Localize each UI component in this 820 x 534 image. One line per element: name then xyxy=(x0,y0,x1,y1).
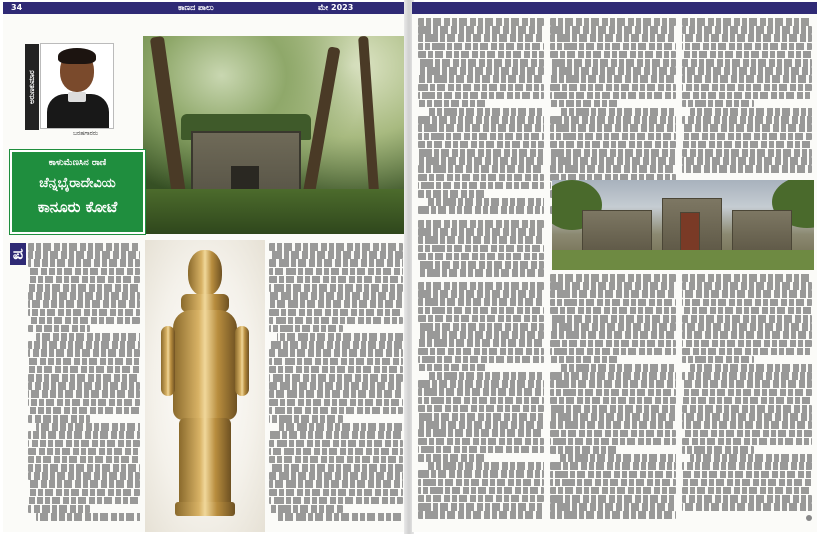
text-line xyxy=(418,133,544,141)
text-line xyxy=(550,124,676,132)
text-line xyxy=(418,503,544,511)
text-line xyxy=(418,174,544,182)
text-line xyxy=(682,462,812,470)
text-line xyxy=(418,26,544,34)
text-line xyxy=(418,364,487,372)
text-line xyxy=(426,108,544,116)
text-line xyxy=(550,462,676,470)
text-line xyxy=(28,251,140,259)
text-line xyxy=(550,372,676,380)
text-line xyxy=(550,511,676,519)
text-line xyxy=(682,290,812,298)
text-line xyxy=(550,495,676,503)
text-line xyxy=(418,182,544,190)
text-line xyxy=(28,390,140,398)
text-line xyxy=(418,315,544,323)
text-line xyxy=(28,325,90,333)
text-line xyxy=(418,116,544,124)
text-line xyxy=(682,59,812,67)
text-line xyxy=(682,34,812,42)
text-line xyxy=(550,149,676,157)
text-line xyxy=(418,339,544,347)
text-line xyxy=(418,206,544,214)
text-line xyxy=(28,259,140,267)
text-line xyxy=(418,487,544,495)
text-line xyxy=(550,307,676,315)
text-line xyxy=(682,495,812,503)
text-line xyxy=(418,470,544,478)
text-line xyxy=(269,464,403,472)
page-number: 34 xyxy=(11,3,23,12)
text-line xyxy=(28,349,140,357)
text-line xyxy=(550,116,676,124)
text-line xyxy=(418,141,544,149)
text-line xyxy=(269,358,403,366)
text-line xyxy=(682,133,812,141)
left-page-header xyxy=(3,2,407,14)
text-line xyxy=(418,245,544,253)
text-line xyxy=(682,479,812,487)
text-line xyxy=(682,165,812,173)
text-line xyxy=(418,75,544,83)
page-end-marker xyxy=(806,515,812,521)
text-line xyxy=(269,292,403,300)
text-line xyxy=(277,333,403,341)
text-line xyxy=(28,341,140,349)
text-line xyxy=(418,165,544,173)
article-title-line1: ಚೆನ್ನಭೈರಾದೇವಿಯ xyxy=(39,176,116,191)
text-line xyxy=(550,133,676,141)
text-line xyxy=(418,190,487,198)
text-line xyxy=(550,299,676,307)
body-text-column-3 xyxy=(418,18,544,216)
text-line xyxy=(418,269,544,277)
text-line xyxy=(682,274,812,282)
text-line xyxy=(550,348,676,356)
text-line xyxy=(550,43,676,51)
text-line xyxy=(28,431,140,439)
text-line xyxy=(682,282,812,290)
text-line xyxy=(682,75,812,83)
text-line xyxy=(550,397,676,405)
text-line xyxy=(426,462,544,470)
text-line xyxy=(36,513,140,521)
text-line xyxy=(550,389,676,397)
text-line xyxy=(418,59,544,67)
bronze-statue-photo xyxy=(145,240,265,532)
text-line xyxy=(682,67,812,75)
text-line xyxy=(269,276,403,284)
text-line xyxy=(418,34,544,42)
text-line xyxy=(28,284,140,292)
portrait-collar xyxy=(68,92,86,102)
text-line xyxy=(418,298,544,306)
text-line xyxy=(269,431,403,439)
text-line xyxy=(426,198,544,206)
text-line xyxy=(28,382,140,390)
text-line xyxy=(682,430,812,438)
text-line xyxy=(550,75,676,83)
text-line xyxy=(269,366,403,374)
text-line xyxy=(418,454,487,462)
text-line xyxy=(269,243,403,251)
text-line xyxy=(426,372,544,380)
text-line xyxy=(269,448,403,456)
text-line xyxy=(682,149,812,157)
text-line xyxy=(558,108,676,116)
text-line xyxy=(550,430,676,438)
text-line xyxy=(682,307,812,315)
fort-ruins-photo xyxy=(552,180,814,270)
text-line xyxy=(550,487,676,495)
right-page xyxy=(412,2,817,532)
text-line xyxy=(558,454,676,462)
text-line xyxy=(269,497,403,505)
text-line xyxy=(269,415,343,423)
text-line xyxy=(418,438,544,446)
text-line xyxy=(269,390,403,398)
text-line xyxy=(28,415,90,423)
body-text-column-2 xyxy=(269,243,403,529)
text-line xyxy=(682,18,812,26)
text-line xyxy=(28,480,140,488)
text-line xyxy=(682,389,812,397)
text-line xyxy=(682,372,812,380)
text-line xyxy=(682,340,812,348)
text-line xyxy=(682,413,812,421)
text-line xyxy=(418,51,544,59)
text-line xyxy=(550,421,676,429)
text-line xyxy=(550,26,676,34)
text-line xyxy=(418,429,544,437)
text-line xyxy=(418,290,544,298)
text-line xyxy=(550,380,676,388)
text-line xyxy=(550,282,676,290)
text-line xyxy=(28,243,140,251)
body-text-column-7 xyxy=(682,274,812,514)
text-line xyxy=(550,479,676,487)
text-line xyxy=(269,317,403,325)
text-line xyxy=(682,348,812,356)
text-line xyxy=(269,284,403,292)
text-line xyxy=(269,407,403,415)
text-line xyxy=(550,446,619,454)
text-line xyxy=(28,366,140,374)
text-line xyxy=(418,236,544,244)
author-portrait xyxy=(40,43,114,129)
text-line xyxy=(418,421,544,429)
text-line xyxy=(418,331,544,339)
article-title-box xyxy=(10,150,145,234)
text-line xyxy=(28,317,140,325)
text-line xyxy=(418,149,544,157)
text-line xyxy=(418,388,544,396)
text-line xyxy=(682,405,812,413)
text-line xyxy=(550,157,676,165)
right-page-header xyxy=(412,2,817,14)
text-line xyxy=(682,92,812,100)
text-line xyxy=(682,397,812,405)
text-line xyxy=(550,405,676,413)
text-line xyxy=(682,84,812,92)
text-line xyxy=(28,505,90,513)
text-line xyxy=(550,503,676,511)
text-line xyxy=(269,300,403,308)
text-line xyxy=(28,456,140,464)
text-line xyxy=(28,358,140,366)
text-line xyxy=(550,18,676,26)
text-line xyxy=(269,374,403,382)
text-line xyxy=(418,67,544,75)
text-line xyxy=(682,124,812,132)
text-line xyxy=(550,315,676,323)
text-line xyxy=(418,356,544,364)
text-line xyxy=(558,364,676,372)
text-line xyxy=(682,116,812,124)
text-line xyxy=(550,471,676,479)
text-line xyxy=(269,349,403,357)
text-line xyxy=(682,503,812,511)
text-line xyxy=(550,438,676,446)
text-line xyxy=(418,100,487,108)
text-line xyxy=(269,259,403,267)
text-line xyxy=(682,356,754,364)
text-line xyxy=(682,446,754,454)
body-text-column-8 xyxy=(418,282,544,526)
text-line xyxy=(418,261,544,269)
text-line xyxy=(418,511,544,519)
text-line xyxy=(550,92,676,100)
body-text-column-5 xyxy=(682,18,812,180)
text-line xyxy=(550,274,676,282)
text-line xyxy=(418,84,544,92)
text-line xyxy=(682,43,812,51)
text-line xyxy=(28,472,140,480)
text-line xyxy=(418,282,544,290)
text-line xyxy=(682,100,754,108)
text-line xyxy=(550,67,676,75)
text-line xyxy=(550,141,676,149)
text-line xyxy=(682,438,812,446)
body-text-column-1 xyxy=(28,243,140,529)
text-line xyxy=(418,348,544,356)
text-line xyxy=(269,382,403,390)
text-line xyxy=(28,448,140,456)
text-line xyxy=(269,456,403,464)
text-line xyxy=(418,220,544,228)
section-title: ಕಾಣದ ಪಾಲು xyxy=(178,3,214,12)
author-caption: ಬರಹಗಾರರು xyxy=(73,130,99,137)
text-line xyxy=(682,487,812,495)
text-line xyxy=(269,325,343,333)
body-text-column-6 xyxy=(550,274,676,526)
text-line xyxy=(418,495,544,503)
issue-date: ಮೇ 2023 xyxy=(318,3,354,12)
text-line xyxy=(418,405,544,413)
text-line xyxy=(418,43,544,51)
text-line xyxy=(269,399,403,407)
author-name-vertical: ಅರುಣಕುಮಾರ xyxy=(25,44,39,130)
text-line xyxy=(28,497,140,505)
text-line xyxy=(550,356,619,364)
text-line xyxy=(682,157,812,165)
text-line xyxy=(690,108,812,116)
text-line xyxy=(269,440,403,448)
text-line xyxy=(550,290,676,298)
text-line xyxy=(36,423,140,431)
text-line xyxy=(550,84,676,92)
text-line xyxy=(550,100,619,108)
text-line xyxy=(28,440,140,448)
text-line xyxy=(28,276,140,284)
text-line xyxy=(277,513,403,521)
text-line xyxy=(682,471,812,479)
text-line xyxy=(418,323,544,331)
text-line xyxy=(269,309,403,317)
text-line xyxy=(682,315,812,323)
text-line xyxy=(682,421,812,429)
text-line xyxy=(682,323,812,331)
text-line xyxy=(418,228,544,236)
text-line xyxy=(550,34,676,42)
text-line xyxy=(418,413,544,421)
text-line xyxy=(269,341,403,349)
text-line xyxy=(682,51,812,59)
text-line xyxy=(269,251,403,259)
text-line xyxy=(550,340,676,348)
text-line xyxy=(269,480,403,488)
text-line xyxy=(28,489,140,497)
text-line xyxy=(418,397,544,405)
text-line xyxy=(418,253,544,261)
text-line xyxy=(550,331,676,339)
text-line xyxy=(28,399,140,407)
drop-cap: ಪ xyxy=(10,243,26,265)
text-line xyxy=(418,446,544,454)
text-line xyxy=(550,59,676,67)
text-line xyxy=(682,380,812,388)
text-line xyxy=(418,307,544,315)
text-line xyxy=(682,141,812,149)
forest-ruin-photo xyxy=(143,36,405,234)
left-page xyxy=(3,2,407,532)
text-line xyxy=(36,333,140,341)
text-line xyxy=(418,18,544,26)
text-line xyxy=(550,165,676,173)
text-line xyxy=(269,489,403,497)
text-line xyxy=(418,479,544,487)
text-line xyxy=(277,423,403,431)
text-line xyxy=(418,380,544,388)
text-line xyxy=(682,331,812,339)
text-line xyxy=(28,464,140,472)
portrait-hair xyxy=(58,48,96,64)
text-line xyxy=(269,472,403,480)
text-line xyxy=(418,124,544,132)
text-line xyxy=(690,364,812,372)
text-line xyxy=(28,292,140,300)
text-line xyxy=(550,51,676,59)
text-line xyxy=(269,505,343,513)
text-line xyxy=(550,413,676,421)
text-line xyxy=(28,407,140,415)
text-line xyxy=(28,300,140,308)
text-line xyxy=(28,309,140,317)
text-line xyxy=(690,454,812,462)
text-line xyxy=(418,157,544,165)
body-text-column-3b xyxy=(418,220,544,278)
text-line xyxy=(682,299,812,307)
text-line xyxy=(418,92,544,100)
text-line xyxy=(28,268,140,276)
text-line xyxy=(550,323,676,331)
text-line xyxy=(28,374,140,382)
text-line xyxy=(682,26,812,34)
article-title-line2: ಕಾನೂರು ಕೋಟೆ xyxy=(37,198,118,216)
article-kicker: ಕಾಳುಮೆಣಸಿನ ರಾಣಿ xyxy=(48,158,107,168)
text-line xyxy=(269,268,403,276)
